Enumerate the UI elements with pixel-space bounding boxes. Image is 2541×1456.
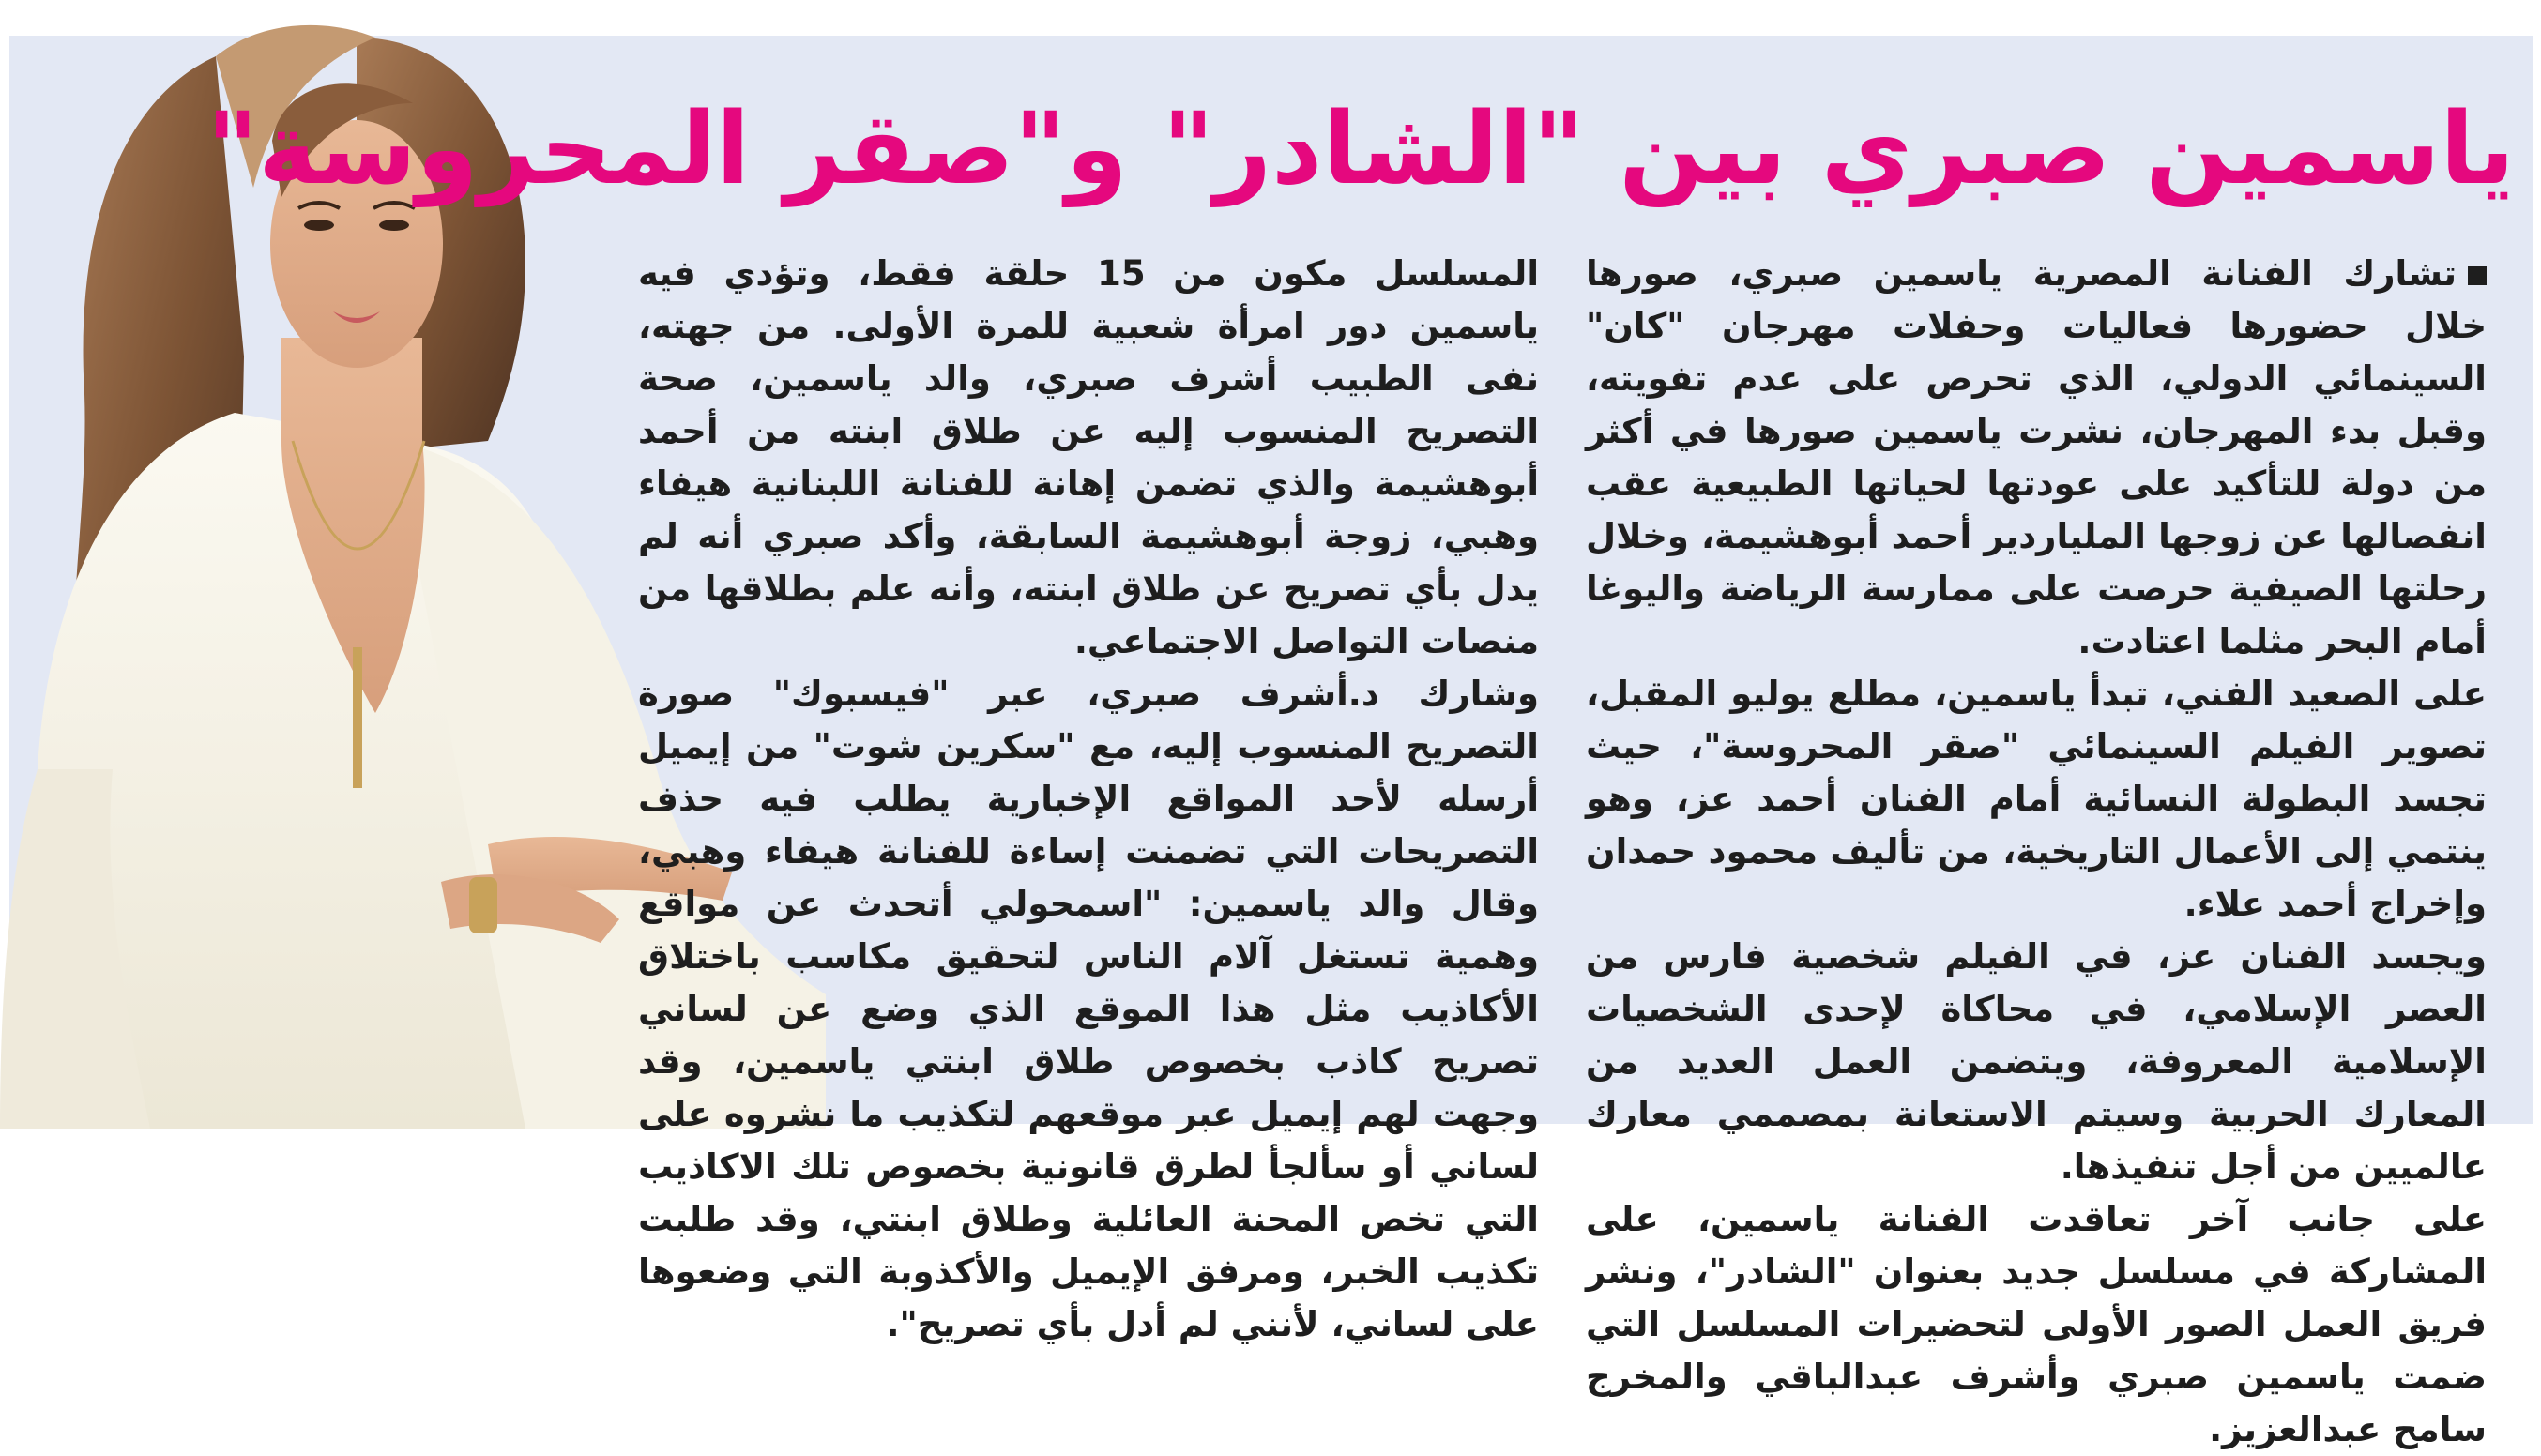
article-column-left	[638, 248, 1539, 1351]
article-paragraph: ويجسد الفنان عز، في الفيلم شخصية فارس من العصر الإسلامي، في محاكاة لإحدى الشخصيات الإسلامية المعروفة، ويتضمن العمل العديد من المعارك الحربية وسيتم الاستعانة بمصممي معارك عالميين من أجل تنفيذها.	[1586, 936, 2487, 1187]
article-paragraph: المسلسل مكون من 15 حلقة فقط، وتؤدي فيه ياسمين دور امرأة شعبية للمرة الأولى. من جهته، نفى الطبيب أشرف صبري، والد ياسمين، صحة التصريح المنسوب إليه عن طلاق ابنته من أحمد أبوهشيمة والذي تضمن إهانة للفنانة اللبنانية هيفاء وهبي، زوجة أبوهشيمة السابقة، وأكد صبري أنه لم يدل بأي تصريح عن طلاق ابنته، وأنه علم بطلاقها من منصات التواصل الاجتماعي.	[638, 253, 1539, 661]
paragraph-text: تشارك الفنانة المصرية ياسمين صبري، صورها خلال حضورها فعاليات وحفلات مهرجان "كان" السينمائي الدولي، الذي تحرص على عدم تفويته، وقبل بدء المهرجان، نشرت ياسمين صورها في أكثر من دولة للتأكيد على عودتها لحياتها الطبيعية عقب انفصالها عن زوجها الملياردير أحمد أبوهشيمة، وخلال رحلتها الصيفية حرصت على ممارسة الرياضة واليوغا أمام البحر مثلما اعتادت.	[1586, 253, 2487, 661]
bullet-square-icon	[2468, 266, 2487, 285]
article-paragraph	[1586, 248, 2487, 668]
article-paragraph: وشارك د.أشرف صبري، عبر "فيسبوك" صورة التصريح المنسوب إليه، مع "سكرين شوت" من إيميل أرسله لأحد المواقع الإخبارية يطلب فيه حذف التصريحات التي تضمنت إساءة للفنانة هيفاء وهبي، وقال والد ياسمين: "اسمحولي أتحدث عن مواقع وهمية تستغل آلام الناس لتحقيق مكاسب باختلاق الأكاذيب مثل هذا الموقع الذي وضع عن لساني تصريح كاذب بخصوص طلاق ابنتي ياسمين، وقد وجهت لهم إيميل عبر موقعهم لتكذيب ما نشروه على لساني أو سألجأ لطرق قانونية بخصوص تلك الاكاذيب التي تخص المحنة العائلية وطلاق ابنتي، وقد طلبت تكذيب الخبر، ومرفق الإيميل والأكذوبة التي وضعوها على لساني، لأنني لم أدل بأي تصريح".	[638, 674, 1539, 1344]
article-paragraph: على الصعيد الفني، تبدأ ياسمين، مطلع يوليو المقبل، تصوير الفيلم السينمائي "صقر المحروسة"، حيث تجسد البطولة النسائية أمام الفنان أحمد عز، وهو ينتمي إلى الأعمال التاريخية، من تأليف محمود حمدان وإخراج أحمد علاء.	[1586, 674, 2487, 924]
article-headline: ياسمين صبري بين "الشادر" و"صقر المحروسة"	[206, 91, 2515, 206]
article-column-right	[1586, 248, 2487, 1456]
article-paragraph: على جانب آخر تعاقدت الفنانة ياسمين، على المشاركة في مسلسل جديد بعنوان "الشادر"، ونشر فريق العمل الصور الأولى لتحضيرات المسلسل التي ضمت ياسمين صبري وأشرف عبدالباقي والمخرج سامح عبدالعزيز.	[1586, 1199, 2487, 1449]
